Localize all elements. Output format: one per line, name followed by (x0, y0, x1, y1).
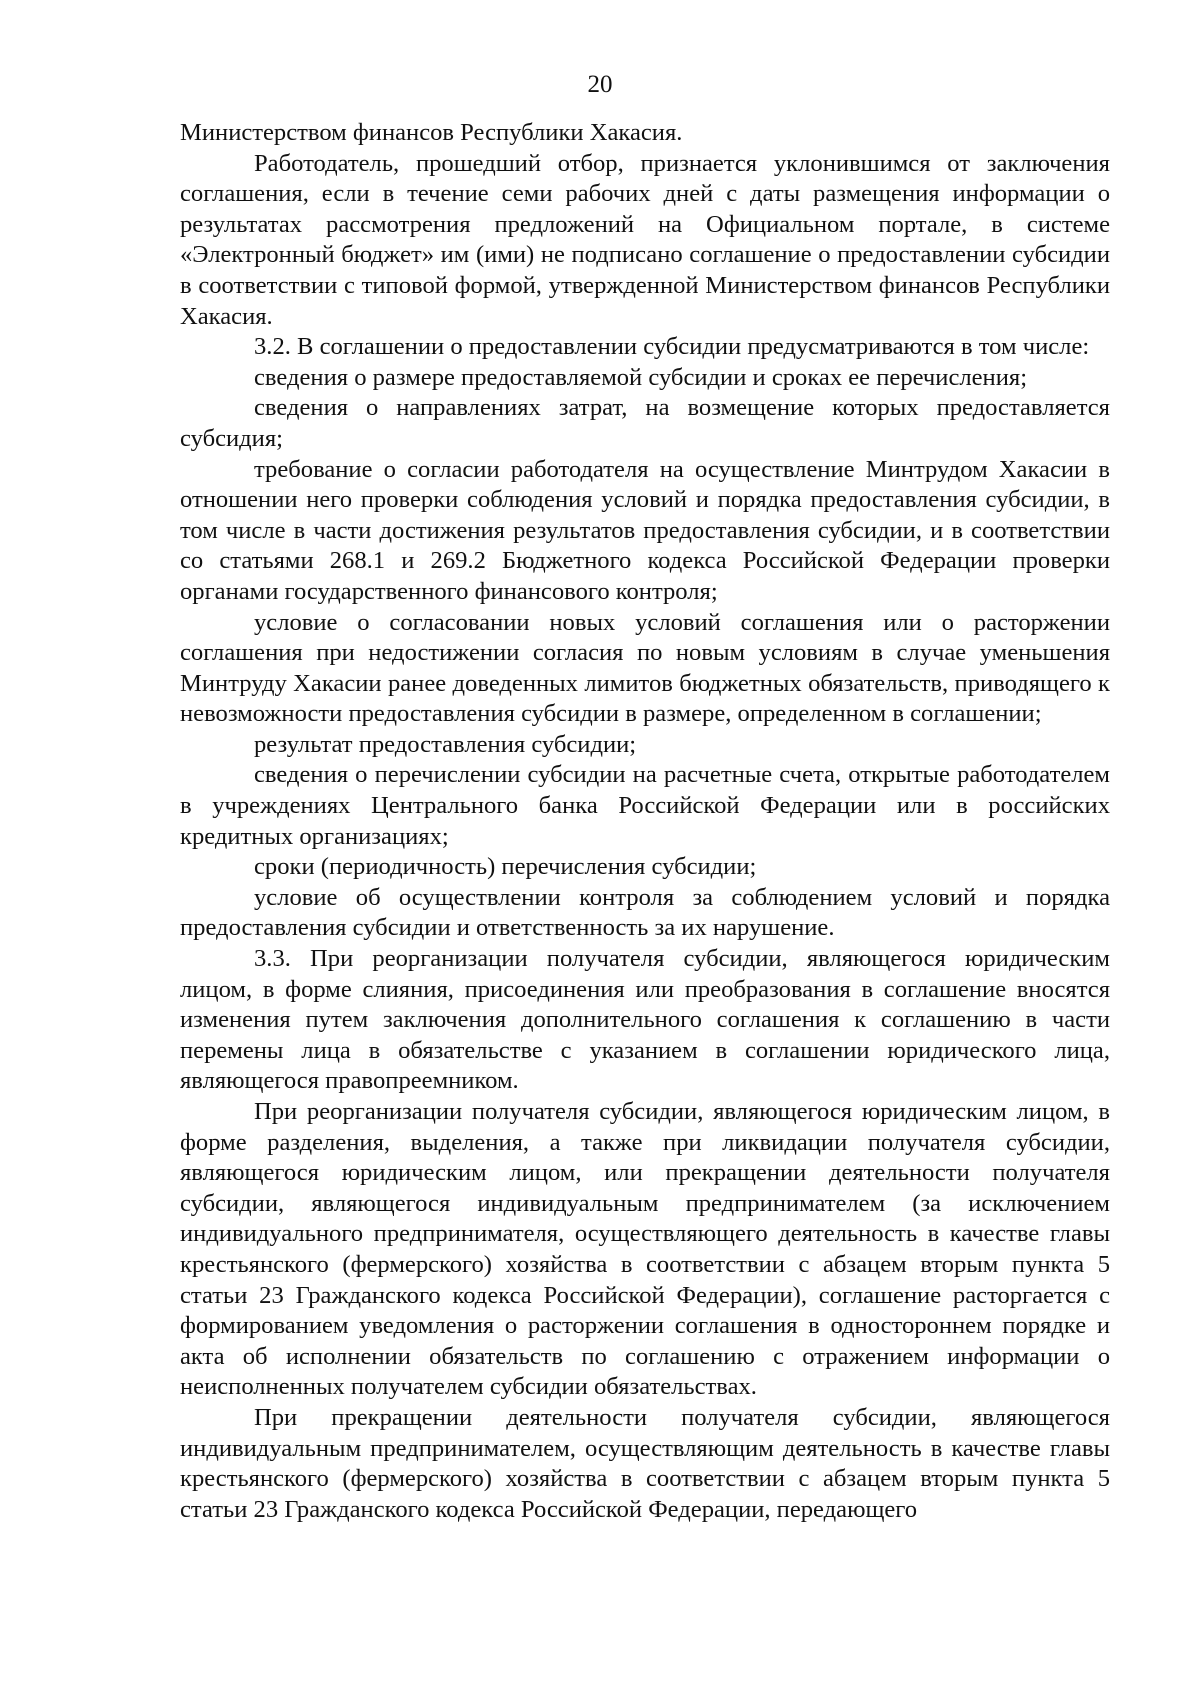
list-item: требование о согласии работодателя на осуществление Минтрудом Хакасии в отношении него проверки соблюдения условий и порядка предоставления субсидии, в том числе в части достижения результатов предоставления субсидии, и в соответствии со статьями 268.1 и 269.2 Бюджетного кодекса Российской Федерации проверки органами государственного финансового контроля; (180, 455, 1110, 605)
list-item: результат предоставления субсидии; (254, 730, 637, 758)
paragraph: При прекращении деятельности получателя субсидии, являющегося индивидуальным предпринимателем, осуществляющим деятельность в качестве главы крестьянского (фермерского) хозяйства в соответствии с абзацем вторым пункта 5 статьи 23 Гражданского кодекса Российской Федерации, передающего (180, 1403, 1110, 1523)
list-item: сведения о направлениях затрат, на возмещение которых предоставляется субсидия; (180, 394, 1110, 452)
paragraph: При реорганизации получателя субсидии, являющегося юридическим лицом, в форме разделения, выделения, а также при ликвидации получателя субсидии, являющегося юридическим лицом, или прекращении деятельности получателя субсидии, являющегося индивидуальным предпринимателем (за исключением индивидуального предпринимателя, осуществляющего деятельность в качестве главы крестьянского (фермерского) хозяйства в соответствии с абзацем вторым пункта 5 статьи 23 Гражданского кодекса Российской Федерации), соглашение расторгается с формированием уведомления о расторжении соглашения в одностороннем порядке и акта об исполнении обязательств по соглашению с отражением информации о неисполненных получателем субсидии обязательствах. (180, 1098, 1110, 1401)
paragraph: Министерством финансов Республики Хакасия. (180, 119, 683, 146)
document-body (180, 118, 1110, 1525)
list-item: сроки (периодичность) перечисления субсидии; (254, 853, 757, 881)
list-item: условие о согласовании новых условий соглашения или о расторжении соглашения при недостижении согласия по новым условиям в случае уменьшения Минтруду Хакасии ранее доведенных лимитов бюджетных обязательств, приводящего к невозможности предоставления субсидии в размере, определенном в соглашении; (180, 608, 1110, 728)
list-item: сведения о перечислении субсидии на расчетные счета, открытые работодателем в учреждениях Центрального банка Российской Федерации или в российских кредитных организациях; (180, 761, 1110, 850)
paragraph: 3.3. При реорганизации получателя субсидии, являющегося юридическим лицом, в форме слияния, присоединения или преобразования в соглашение вносятся изменения путем заключения дополнительного соглашения к соглашению в части перемены лица в обязательстве с указанием в соглашении юридического лица, являющегося правопреемником. (180, 945, 1110, 1095)
list-item: условие об осуществлении контроля за соблюдением условий и порядка предоставления субсидии и ответственность за их нарушение. (180, 883, 1110, 942)
paragraph: Работодатель, прошедший отбор, признается уклонившимся от заключения соглашения, если в течение семи рабочих дней с даты размещения информации о результатах рассмотрения предложений на Официальном портале, в системе «Электронный бюджет» им (ими) не подписано соглашение о предоставлении субсидии в соответствии с типовой формой, утвержденной Министерством финансов Республики Хакасия. (180, 149, 1110, 330)
list-item: сведения о размере предоставляемой субсидии и сроках ее перечисления; (254, 363, 1028, 391)
page-number: 20 (587, 71, 613, 98)
paragraph: 3.2. В соглашении о предоставлении субсидии предусматриваются в том числе: (254, 333, 1090, 361)
